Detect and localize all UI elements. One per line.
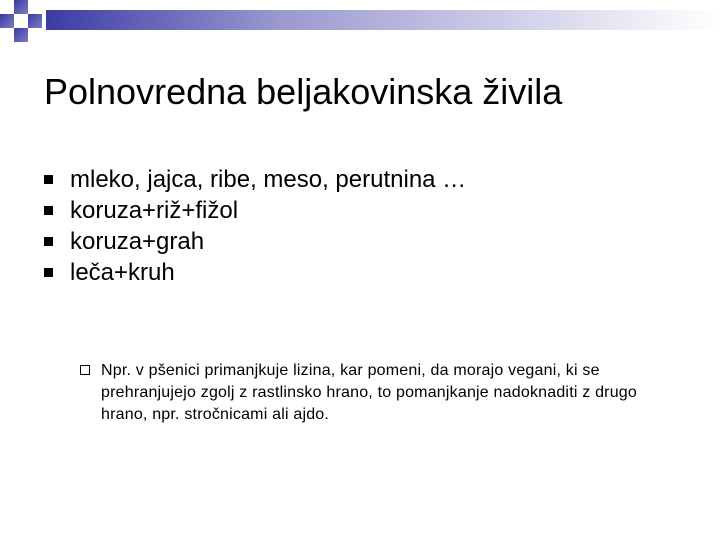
hollow-square-bullet-icon — [80, 365, 90, 375]
decor-square-4 — [0, 14, 14, 28]
decor-square-1 — [0, 0, 14, 14]
square-bullet-icon — [44, 237, 53, 246]
square-bullet-icon — [44, 268, 53, 277]
bullet-text: koruza+grah — [70, 228, 205, 255]
bullet-item — [44, 195, 466, 226]
bullet-item — [44, 257, 466, 288]
bullet-text: koruza+riž+fižol — [70, 197, 239, 224]
header-gradient-bar — [46, 10, 720, 30]
bullet-text: mleko, jajca, ribe, meso, perutnina … — [70, 166, 467, 193]
sub-bullet — [80, 360, 680, 426]
decor-square-3 — [28, 0, 42, 14]
bullet-item — [44, 164, 466, 195]
bullet-list — [44, 164, 466, 288]
decor-square-7 — [14, 28, 28, 42]
sub-bullet-text: Npr. v pšenici primanjkuje lizina, kar pomeni, da morajo vegani, ki se prehranjujejo zgolj z rastlinsko hrano, to pomanjkanje nadoknaditi z drugo hrano, npr. stročnicami ali ajdo. — [101, 362, 638, 423]
square-bullet-icon — [44, 175, 53, 184]
slide-title: Polnovredna beljakovinska živila — [44, 71, 563, 112]
decor-square-6 — [28, 14, 42, 28]
header-decoration — [0, 0, 720, 50]
decor-square-5 — [14, 14, 28, 28]
bullet-text: leča+kruh — [70, 259, 175, 286]
square-bullet-icon — [44, 206, 53, 215]
decor-square-8 — [28, 28, 42, 42]
bullet-item — [44, 226, 466, 257]
decor-square-2 — [14, 0, 28, 14]
